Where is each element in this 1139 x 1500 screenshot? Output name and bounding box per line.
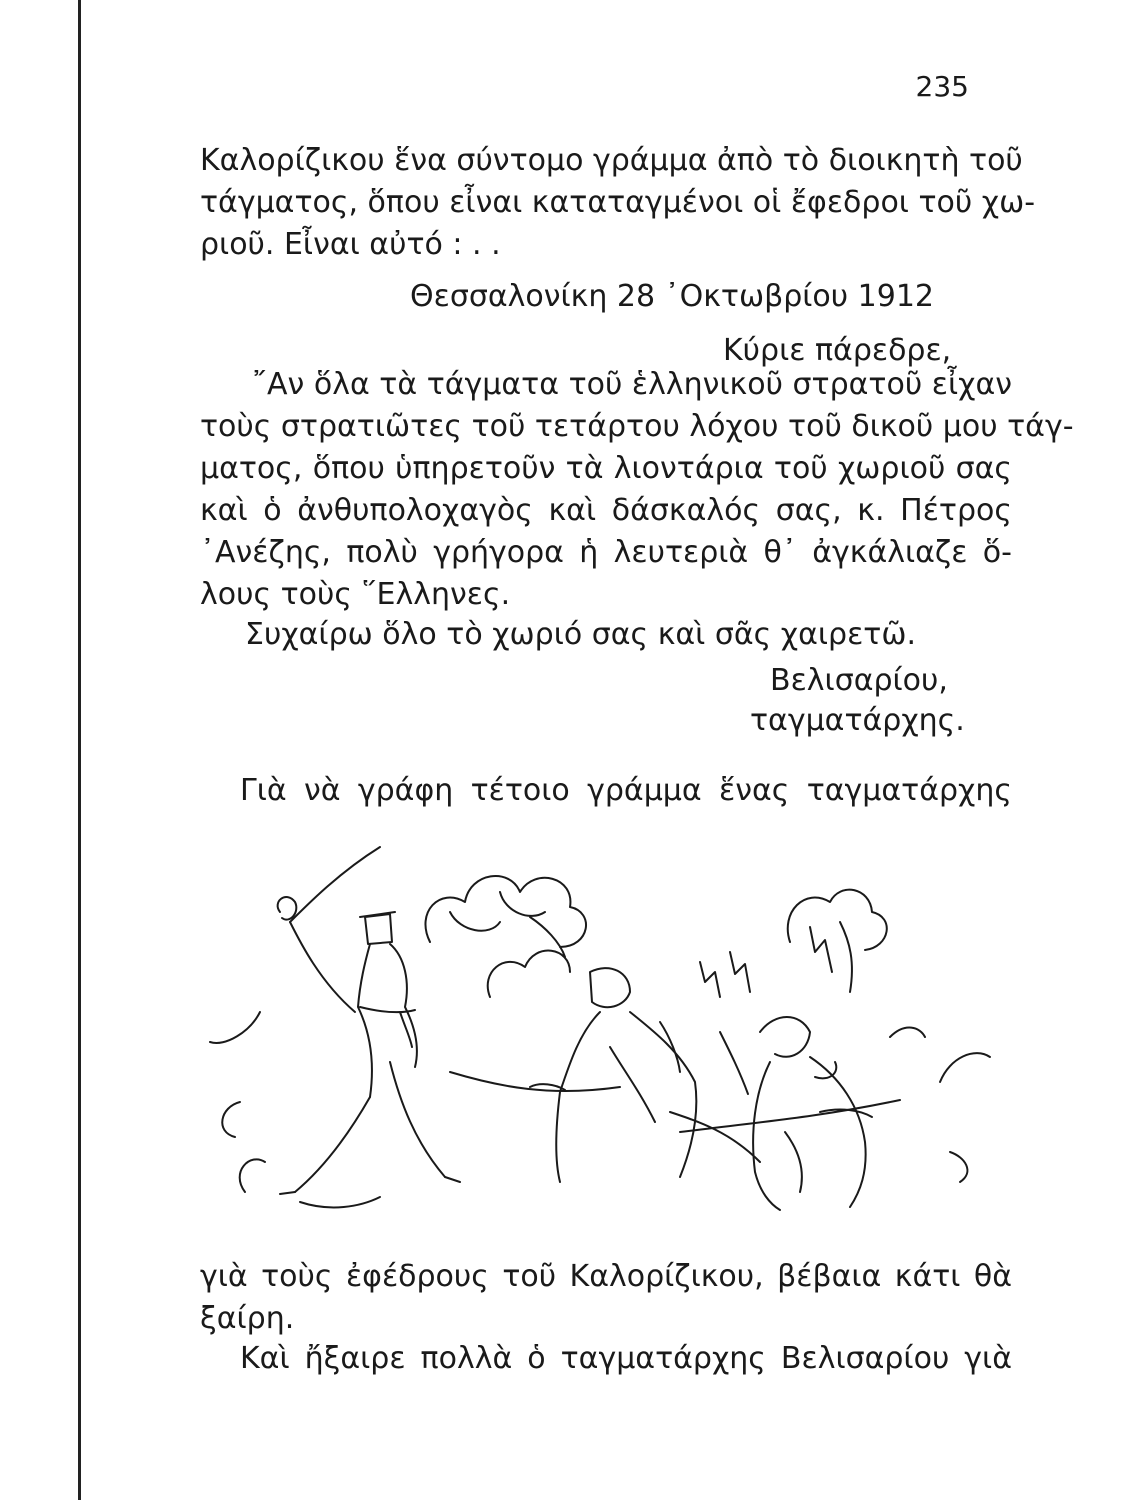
text-line: ῎Αν ὅλα τὰ τάγματα τοῦ ἑλληνικοῦ στρατοῦ εἶχαν: [252, 367, 1012, 402]
letter-body: [200, 364, 1074, 616]
text-line: ξαίρη.: [200, 1301, 295, 1336]
soldier-figures: [450, 927, 900, 1210]
text-line: τάγματος, ὅπου εἶναι καταταγμένοι οἱ ἔφεδροι τοῦ χω-: [200, 185, 1036, 220]
text-line: Καὶ ἤξαιρε πολλὰ ὁ ταγματάρχης Βελισαρίου γιὰ: [240, 1341, 1012, 1376]
text-line: Καλορίζικου ἕνα σύντομο γράμμα ἀπὸ τὸ διοικητὴ τοῦ: [200, 143, 1023, 178]
text-line: ριοῦ. Εἶναι αὐτό : . .: [200, 227, 501, 262]
smoke-clouds: [210, 876, 990, 1207]
text-line: γιὰ τοὺς ἐφέδρους τοῦ Καλορίζικου, βέβαια κάτι θὰ: [200, 1259, 1012, 1294]
page-number: 235: [915, 70, 969, 103]
opening-paragraph: [200, 140, 1036, 266]
after-letter-line: [200, 770, 1012, 812]
closing-paragraph: [200, 1256, 1012, 1340]
letter-closing: Συχαίρω ὅλο τὸ χωριό σας καὶ σᾶς χαιρετῶ.: [245, 617, 917, 652]
page-binding-edge: [78, 0, 81, 1500]
text-line: ᾿Ανέζης, πολὺ γρήγορα ἡ λευτεριὰ θ᾿ ἀγκάλιαζε ὅ-: [200, 535, 1012, 570]
text-line: τοὺς στρατιῶτες τοῦ τετάρτου λόχου τοῦ δικοῦ μου τάγ-: [200, 409, 1074, 444]
text-line: λους τοὺς ῞Ελληνες.: [200, 577, 511, 612]
text-line: καὶ ὁ ἀνθυπολοχαγὸς καὶ δάσκαλός σας, κ. Πέτρος: [200, 493, 1012, 528]
text-line: Γιὰ νὰ γράφη τέτοιο γράμμα ἕνας ταγματάρχης: [240, 773, 1012, 808]
signature-title: ταγματάρχης.: [750, 703, 965, 738]
signature-name: Βελισαρίου,: [770, 663, 948, 698]
final-line: [200, 1338, 1012, 1380]
letter-date-line: Θεσσαλονίκη 28 ᾿Οκτωβρίου 1912: [410, 279, 935, 314]
battle-illustration: [200, 832, 1012, 1242]
letter-salutation: Κύριε πάρεδρε,: [723, 333, 952, 368]
text-line: ματος, ὅπου ὑπηρετοῦν τὰ λιοντάρια τοῦ χωριοῦ σας: [200, 451, 1012, 486]
officer-figure: [278, 847, 460, 1194]
